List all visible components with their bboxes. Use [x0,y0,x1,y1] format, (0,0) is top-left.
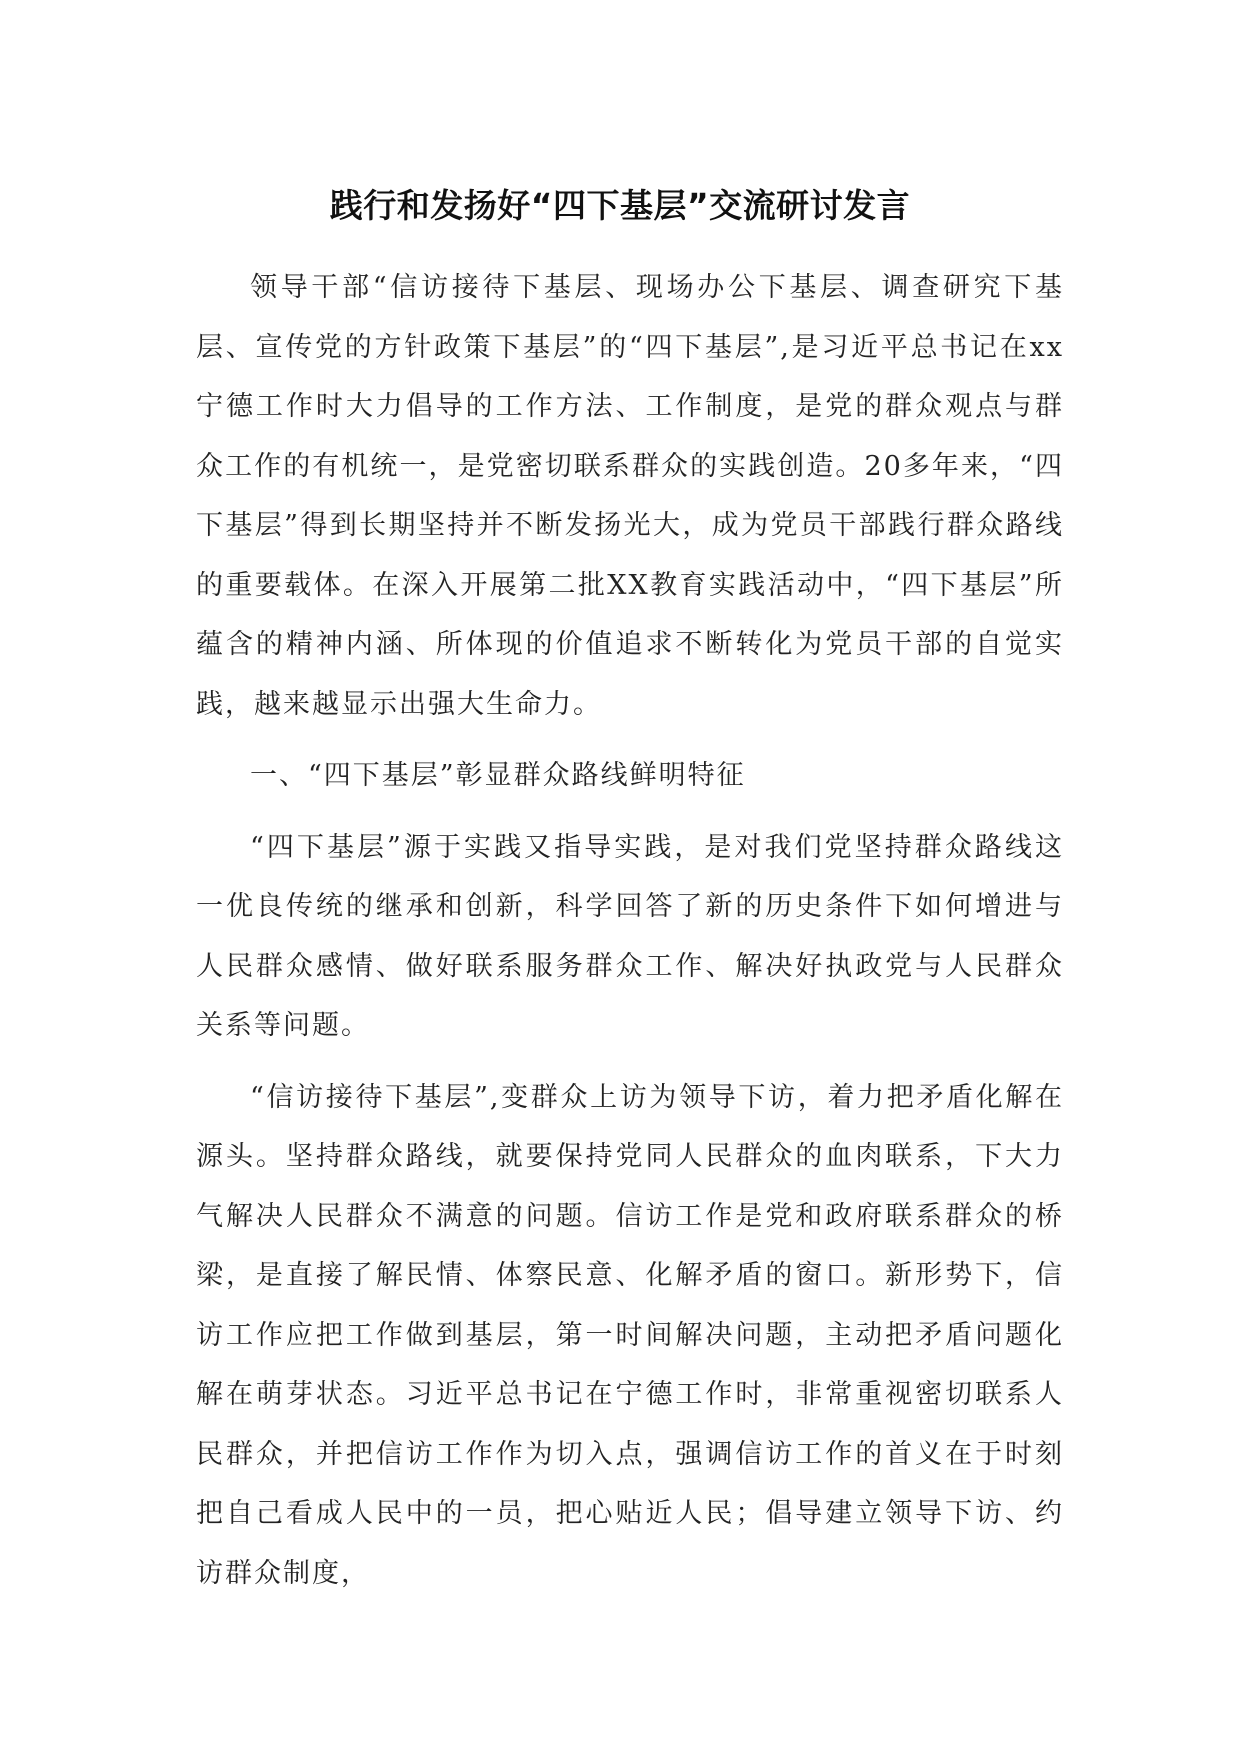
section-one-heading: 一、“四下基层”彰显群众路线鲜明特征 [250,760,746,791]
intro-paragraph: 领导干部“信访接待下基层、现场办公下基层、调查研究下基层、宣传党的方针政策下基层”的“四下基层”,是习近平总书记在xx宁德工作时大力倡导的工作方法、工作制度，是党的群众观点与群众工作的有机统一，是党密切联系群众的实践创造。20多年来，“四下基层”得到长期坚持并不断发扬光大，成为党员干部践行群众路线的重要载体。在深入开展第二批XX教育实践活动中，“四下基层”所蕴含的精神内涵、所体现的价值追求不断转化为党员干部的自觉实践，越来越显示出强大生命力。 [196,272,1064,720]
letters-visits-paragraph: “信访接待下基层”,变群众上访为领导下访，着力把矛盾化解在源头。坚持群众路线，就要保持党同人民群众的血肉联系，下大力气解决人民群众不满意的问题。信访工作是党和政府联系群众的桥梁，是直接了解民情、体察民意、化解矛盾的窗口。新形势下，信访工作应把工作做到基层，第一时间解决问题，主动把矛盾问题化解在萌芽状态。习近平总书记在宁德工作时，非常重视密切联系人民群众，并把信访工作作为切入点，强调信访工作的首义在于时刻把自己看成人民中的一员，把心贴近人民；倡导建立领导下访、约访群众制度， [196,1081,1064,1589]
document-body [196,258,1064,1603]
section-one-paragraph: “四下基层”源于实践又指导实践，是对我们党坚持群众路线这一优良传统的继承和创新，科学回答了新的历史条件下如何增进与人民群众感情、做好联系服务群众工作、解决好执政党与人民群众关系等问题。 [196,831,1064,1041]
document-title: 践行和发扬好“四下基层”交流研讨发言 [329,186,911,225]
